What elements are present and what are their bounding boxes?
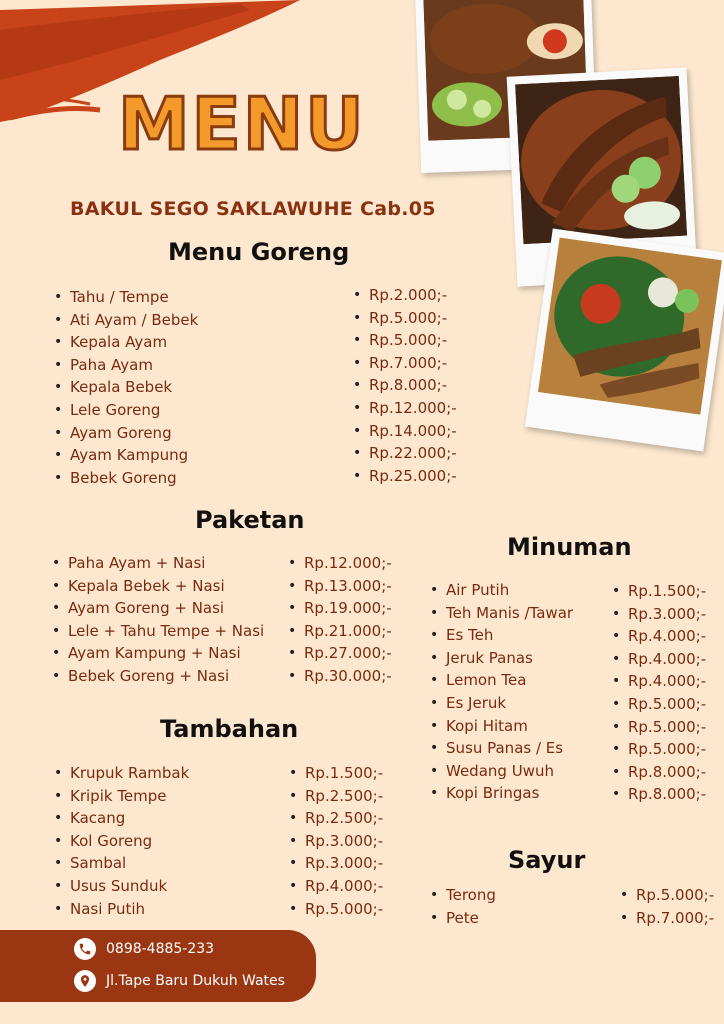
food-image-duck-with-sambal: [538, 237, 722, 414]
menu-item: • Lele + Tahu Tempe + Nasi: [52, 620, 264, 643]
price: • Rp.5.000;-: [612, 716, 706, 739]
menu-item: • Terong: [430, 884, 496, 907]
menu-item: • Usus Sunduk: [54, 875, 189, 898]
section-title-sayur: Sayur: [508, 846, 586, 874]
menu-item: • Kepala Ayam: [54, 331, 198, 354]
paketan-items: [52, 552, 264, 688]
price: • Rp.4.000;-: [612, 670, 706, 693]
price: • Rp.7.000;-: [353, 352, 457, 375]
price: • Rp.5.000;-: [612, 738, 706, 761]
food-photo-3: [525, 228, 724, 451]
minuman-items: [430, 579, 573, 805]
price: • Rp.30.000;-: [288, 665, 392, 688]
price: • Rp.1.500;-: [612, 580, 706, 603]
section-title-paketan: Paketan: [195, 506, 305, 534]
price: • Rp.2.000;-: [353, 284, 457, 307]
menu-item: • Tahu / Tempe: [54, 286, 198, 309]
location-pin-icon: [74, 970, 96, 992]
menu-item: • Kripik Tempe: [54, 785, 189, 808]
phone-row: [74, 938, 214, 960]
price: • Rp.27.000;-: [288, 642, 392, 665]
price: • Rp.22.000;-: [353, 442, 457, 465]
price: • Rp.25.000;-: [353, 465, 457, 488]
menu-item: • Lemon Tea: [430, 669, 573, 692]
menu-item: • Es Jeruk: [430, 692, 573, 715]
price: • Rp.8.000;-: [612, 761, 706, 784]
menu-item: • Lele Goreng: [54, 399, 198, 422]
price: • Rp.3.000;-: [289, 830, 383, 853]
price: • Rp.4.000;-: [612, 625, 706, 648]
price: • Rp.4.000;-: [612, 648, 706, 671]
menu-item: • Ayam Goreng: [54, 422, 198, 445]
food-image-fried-catfish: [515, 76, 687, 244]
menu-item: • Air Putih: [430, 579, 573, 602]
sayur-items: [430, 884, 496, 929]
menu-item: • Kol Goreng: [54, 830, 189, 853]
price: • Rp.5.000;-: [353, 329, 457, 352]
menu-item: • Pete: [430, 907, 496, 930]
contact-bar: [0, 930, 316, 1002]
menu-item: • Sambal: [54, 852, 189, 875]
menu-item: • Kopi Hitam: [430, 715, 573, 738]
price: • Rp.12.000;-: [353, 397, 457, 420]
paketan-prices: [288, 552, 392, 688]
price: • Rp.4.000;-: [289, 875, 383, 898]
menu-item: • Wedang Uwuh: [430, 760, 573, 783]
price: • Rp.13.000;-: [288, 575, 392, 598]
sayur-prices: [620, 884, 714, 929]
menu-item: • Kopi Bringas: [430, 782, 573, 805]
phone-icon: [74, 938, 96, 960]
minuman-prices: [612, 580, 706, 806]
menu-item: • Krupuk Rambak: [54, 762, 189, 785]
price: • Rp.5.000;-: [353, 307, 457, 330]
menu-item: • Kepala Bebek: [54, 376, 198, 399]
price: • Rp.12.000;-: [288, 552, 392, 575]
price: • Rp.5.000;-: [620, 884, 714, 907]
menu-item: • Nasi Putih: [54, 898, 189, 921]
price: • Rp.7.000;-: [620, 907, 714, 930]
price: • Rp.2.500;-: [289, 807, 383, 830]
menu-item: • Bebek Goreng + Nasi: [52, 665, 264, 688]
price: • Rp.2.500;-: [289, 785, 383, 808]
section-title-tambahan: Tambahan: [160, 715, 299, 743]
price: • Rp.21.000;-: [288, 620, 392, 643]
price: • Rp.8.000;-: [612, 783, 706, 806]
address: Jl.Tape Baru Dukuh Wates: [106, 973, 285, 989]
menu-item: • Kacang: [54, 807, 189, 830]
menu-item: • Jeruk Panas: [430, 647, 573, 670]
price: • Rp.5.000;-: [612, 693, 706, 716]
price: • Rp.3.000;-: [612, 603, 706, 626]
menu-item: • Paha Ayam: [54, 354, 198, 377]
section-title-menu-goreng: Menu Goreng: [168, 238, 350, 266]
restaurant-name: BAKUL SEGO SAKLAWUHE Cab.05: [70, 198, 436, 220]
menu-item: • Teh Manis /Tawar: [430, 602, 573, 625]
tambahan-prices: [289, 762, 383, 920]
address-row: [74, 970, 285, 992]
menu-item: • Bebek Goreng: [54, 467, 198, 490]
tambahan-items: [54, 762, 189, 920]
menu-item: • Kepala Bebek + Nasi: [52, 575, 264, 598]
price: • Rp.19.000;-: [288, 597, 392, 620]
price: • Rp.8.000;-: [353, 374, 457, 397]
menu-item: • Ayam Goreng + Nasi: [52, 597, 264, 620]
section-title-minuman: Minuman: [507, 533, 632, 561]
menu-item: • Paha Ayam + Nasi: [52, 552, 264, 575]
menu-title: MENU: [118, 82, 366, 166]
menu-goreng-prices: [353, 284, 457, 487]
menu-item: • Ati Ayam / Bebek: [54, 309, 198, 332]
menu-item: • Ayam Kampung: [54, 444, 198, 467]
price: • Rp.1.500;-: [289, 762, 383, 785]
menu-item: • Ayam Kampung + Nasi: [52, 642, 264, 665]
menu-item: • Susu Panas / Es: [430, 737, 573, 760]
phone-number: 0898-4885-233: [106, 941, 215, 957]
menu-item: • Es Teh: [430, 624, 573, 647]
price: • Rp.14.000;-: [353, 420, 457, 443]
menu-goreng-items: [54, 286, 198, 489]
price: • Rp.3.000;-: [289, 852, 383, 875]
price: • Rp.5.000;-: [289, 898, 383, 921]
